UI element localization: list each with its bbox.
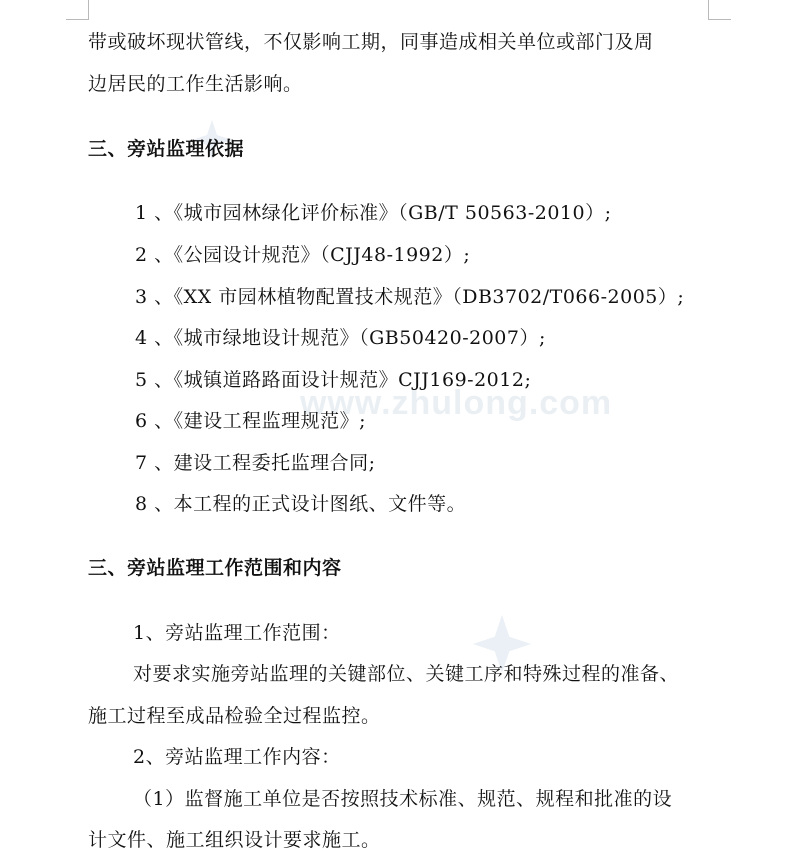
body-paragraph-line: 施工过程至成品检验全过程监控。 [88, 705, 381, 727]
body-paragraph-line: 带或破坏现状管线，不仅影响工期，同事造成相关单位或部门及周 [88, 31, 654, 53]
basis-list-item: 5 、《城镇道路路面设计规范》CJJ169-2012; [135, 369, 532, 391]
subsection-title: 1、旁站监理工作范围： [133, 622, 341, 644]
body-paragraph-line: 边居民的工作生活影响。 [88, 73, 303, 95]
basis-list-item: 2 、《公园设计规范》（CJJ48-1992）; [135, 244, 471, 266]
section-heading: 三、旁站监理依据 [88, 138, 245, 160]
body-paragraph-line: 计文件、施工组织设计要求施工。 [88, 829, 381, 851]
section-heading: 三、旁站监理工作范围和内容 [88, 557, 342, 579]
crop-mark-top-right [708, 0, 709, 20]
basis-list-item: 6 、《建设工程监理规范》; [135, 410, 367, 432]
crop-mark-top-left [66, 19, 89, 20]
crop-mark-top-left [88, 0, 89, 20]
body-paragraph-line: （1）监督施工单位是否按照技术标准、规范、规程和批准的设 [133, 788, 673, 810]
body-paragraph-line: 对要求实施旁站监理的关键部位、关键工序和特殊过程的准备、 [133, 663, 680, 685]
basis-list-item: 1 、《城市园林绿化评价标准》（GB/T 50563-2010）; [135, 202, 612, 224]
basis-list-item: 8 、本工程的正式设计图纸、文件等。 [135, 493, 467, 515]
basis-list-item: 7 、建设工程委托监理合同; [135, 452, 376, 474]
crop-mark-top-right [708, 19, 731, 20]
basis-list-item: 3 、《XX 市园林植物配置技术规范》（DB3702/T066-2005）; [135, 286, 685, 308]
watermark-text: www.zhulong.com [300, 384, 613, 422]
subsection-title: 2、旁站监理工作内容： [133, 746, 341, 768]
basis-list-item: 4 、《城市绿地设计规范》（GB50420-2007）; [135, 327, 546, 349]
